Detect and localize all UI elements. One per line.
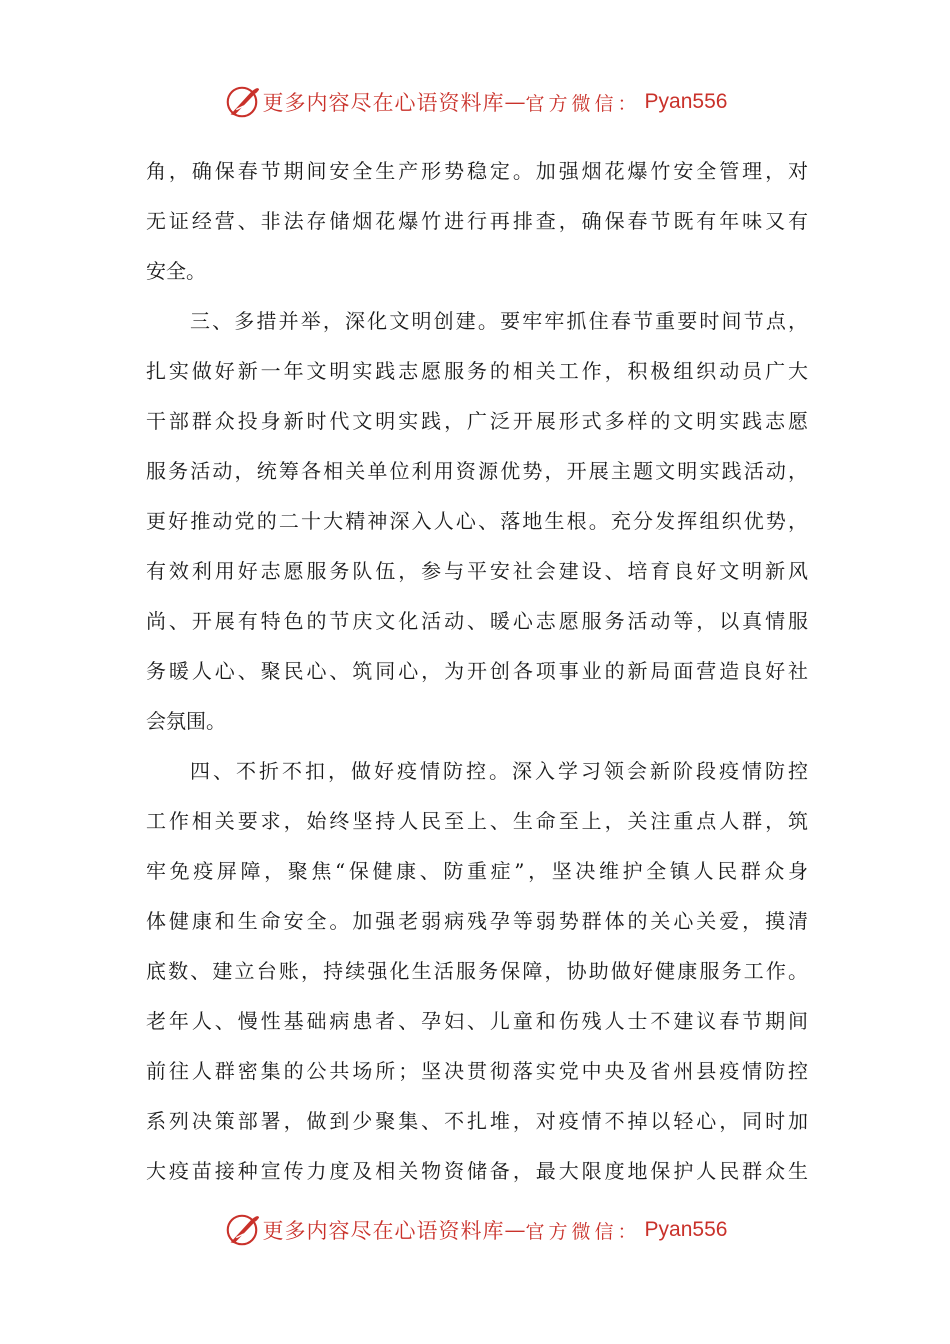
- section-four-heading-line: 四、不折不扣，做好疫情防控。深入学习领会新阶段疫情防控: [190, 759, 808, 783]
- body-line: 有效利用好志愿服务队伍，参与平安社会建设、培育良好文明新风: [146, 559, 808, 583]
- body-line: 牢免疫屏障，聚焦“保健康、防重症”，坚决维护全镇人民群众身: [146, 859, 808, 883]
- body-line: 务暖人心、聚民心、筑同心，为开创各项事业的新局面营造良好社: [146, 659, 808, 683]
- footer-banner-label: 官方微信：: [525, 1220, 641, 1243]
- body-line: 会氛围。: [146, 709, 226, 733]
- header-banner: [0, 80, 950, 124]
- footer-banner-text: 更多内容尽在心语资料库: [262, 1219, 505, 1243]
- footer-banner: [0, 1208, 950, 1252]
- body-line: 尚、开展有特色的节庆文化活动、暖心志愿服务活动等，以真情服: [146, 609, 808, 633]
- header-banner-dash: —: [504, 90, 526, 114]
- footer-banner-dash: —: [504, 1218, 526, 1242]
- body-line: 体健康和生命安全。加强老弱病残孕等弱势群体的关心关爱，摸清: [146, 909, 808, 933]
- quill-logo-icon: [223, 1211, 261, 1249]
- body-line: 角，确保春节期间安全生产形势稳定。加强烟花爆竹安全管理，对: [146, 159, 808, 183]
- body-line: 扎实做好新一年文明实践志愿服务的相关工作，积极组织动员广大: [146, 359, 808, 383]
- body-line: 服务活动，统筹各相关单位利用资源优势，开展主题文明实践活动，: [146, 459, 808, 483]
- section-three-heading-line: 三、多措并举，深化文明创建。要牢牢抓住春节重要时间节点，: [190, 309, 808, 333]
- body-line: 前往人群密集的公共场所；坚决贯彻落实党中央及省州县疫情防控: [146, 1059, 808, 1083]
- quill-logo-icon: [223, 83, 261, 121]
- document-body: [146, 146, 808, 1196]
- footer-banner-wechat-id: Pyan556: [644, 1218, 728, 1241]
- header-banner-label: 官方微信：: [525, 92, 641, 115]
- body-line: 大疫苗接种宣传力度及相关物资储备，最大限度地保护人民群众生: [146, 1159, 808, 1183]
- header-banner-text: 更多内容尽在心语资料库: [262, 91, 505, 115]
- body-line: 更好推动党的二十大精神深入人心、落地生根。充分发挥组织优势，: [146, 509, 808, 533]
- header-banner-wechat-id: Pyan556: [644, 90, 728, 113]
- body-line: 无证经营、非法存储烟花爆竹进行再排查，确保春节既有年味又有: [146, 209, 808, 233]
- body-line: 安全。: [146, 259, 206, 283]
- body-line: 工作相关要求，始终坚持人民至上、生命至上，关注重点人群，筑: [146, 809, 808, 833]
- body-line: 底数、建立台账，持续强化生活服务保障，协助做好健康服务工作。: [146, 959, 808, 983]
- body-line: 系列决策部署，做到少聚集、不扎堆，对疫情不掉以轻心，同时加: [146, 1109, 808, 1133]
- body-line: 老年人、慢性基础病患者、孕妇、儿童和伤残人士不建议春节期间: [146, 1009, 808, 1033]
- body-line: 干部群众投身新时代文明实践，广泛开展形式多样的文明实践志愿: [146, 409, 808, 433]
